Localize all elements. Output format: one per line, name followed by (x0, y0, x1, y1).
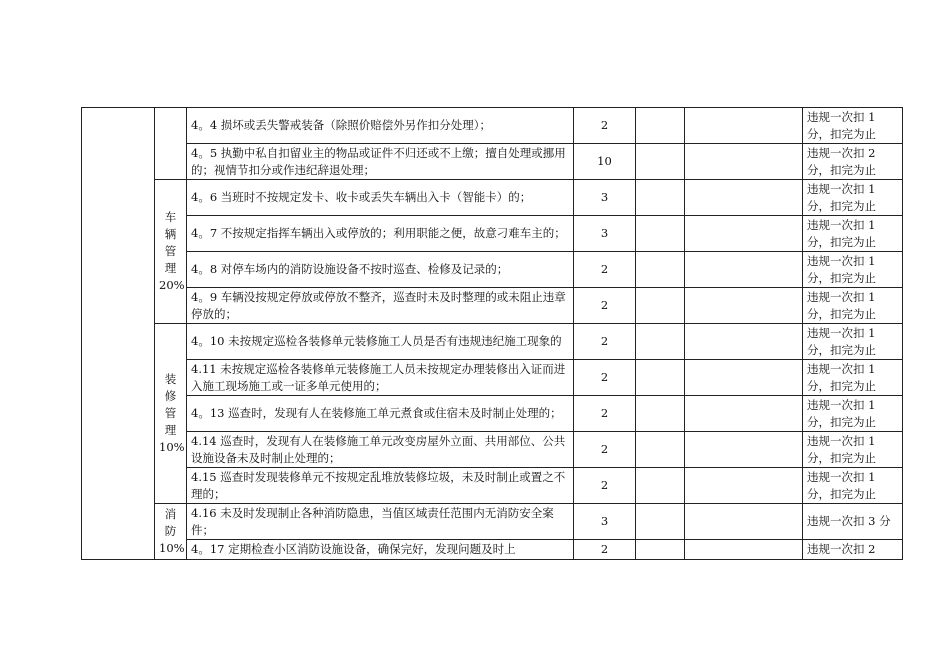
blank-cell (636, 468, 685, 504)
blank-cell (685, 180, 803, 216)
category-name: 装修管理 (164, 372, 177, 437)
score-value: 2 (574, 540, 636, 560)
blank-cell (685, 432, 803, 468)
table-row (82, 108, 903, 144)
table-row (82, 360, 903, 396)
blank-cell (685, 252, 803, 288)
table-row (82, 144, 903, 180)
deduction-note: 违规一次扣 1 分，扣完为止 (803, 432, 903, 468)
blank-cell (636, 252, 685, 288)
score-value: 2 (574, 432, 636, 468)
blank-cell (636, 324, 685, 360)
item-text: 4.16 未及时发现制止各种消防隐患，当值区域责任范围内无消防安全案件； (187, 504, 574, 540)
blank-cell (636, 540, 685, 560)
blank-cell (636, 144, 685, 180)
scoring-table (81, 107, 903, 560)
table-row (82, 216, 903, 252)
category-name: 车辆管理 (164, 210, 177, 275)
score-value: 2 (574, 360, 636, 396)
item-text: 4。10 未按规定巡检各装修单元装修施工人员是否有违规违纪施工现象的 (187, 324, 574, 360)
blank-cell (685, 360, 803, 396)
blank-cell (636, 216, 685, 252)
blank-cell (685, 324, 803, 360)
category-name: 消防 (164, 507, 177, 538)
item-text: 4。9 车辆没按规定停放或停放不整齐，巡查时未及时整理的或未阻止违章停放的； (187, 288, 574, 324)
blank-cell (685, 396, 803, 432)
deduction-note: 违规一次扣 1 分，扣完为止 (803, 396, 903, 432)
blank-cell (636, 288, 685, 324)
score-value: 3 (574, 504, 636, 540)
deduction-note: 违规一次扣 2 (803, 540, 903, 560)
category-percent: 10% (159, 541, 185, 555)
category-cell (155, 324, 187, 504)
table-row (82, 180, 903, 216)
item-text: 4。13 巡查时，发现有人在装修施工单元煮食或住宿未及时制止处理的； (187, 396, 574, 432)
table-row (82, 432, 903, 468)
table-row (82, 396, 903, 432)
score-value: 3 (574, 180, 636, 216)
blank-cell (636, 432, 685, 468)
blank-cell (636, 360, 685, 396)
item-text: 4.14 巡查时，发现有人在装修施工单元改变房屋外立面、共用部位、公共设施设备未及时制止处理的； (187, 432, 574, 468)
category-cell (155, 504, 187, 560)
table-row (82, 288, 903, 324)
score-value: 2 (574, 396, 636, 432)
table-row (82, 324, 903, 360)
score-value: 10 (574, 144, 636, 180)
deduction-note: 违规一次扣 1 分，扣完为止 (803, 288, 903, 324)
deduction-note: 违规一次扣 1 分，扣完为止 (803, 216, 903, 252)
table-row (82, 468, 903, 504)
deduction-note: 违规一次扣 1 分，扣完为止 (803, 468, 903, 504)
deduction-note: 违规一次扣 1 分，扣完为止 (803, 180, 903, 216)
table-row (82, 252, 903, 288)
blank-cell (685, 144, 803, 180)
deduction-note: 违规一次扣 1 分，扣完为止 (803, 360, 903, 396)
item-text: 4。8 对停车场内的消防设施设备不按时巡查、检修及记录的； (187, 252, 574, 288)
category-percent: 20% (159, 278, 185, 292)
blank-cell (685, 504, 803, 540)
blank-cell (685, 108, 803, 144)
blank-cell (636, 504, 685, 540)
blank-cell (685, 468, 803, 504)
item-text: 4。7 不按规定指挥车辆出入或停放的；利用职能之便，故意刁难车主的； (187, 216, 574, 252)
section-cell (82, 108, 155, 560)
item-text: 4.11 未按规定巡检各装修单元装修施工人员未按规定办理装修出入证而进入施工现场施工或一证多单元使用的； (187, 360, 574, 396)
score-value: 2 (574, 288, 636, 324)
score-value: 2 (574, 324, 636, 360)
blank-cell (636, 180, 685, 216)
blank-cell (636, 108, 685, 144)
deduction-note: 违规一次扣 1 分，扣完为止 (803, 108, 903, 144)
item-text: 4。4 损坏或丢失警戒装备（除照价赔偿外另作扣分处理）； (187, 108, 574, 144)
blank-cell (685, 216, 803, 252)
deduction-note: 违规一次扣 1 分，扣完为止 (803, 252, 903, 288)
deduction-note: 违规一次扣 1 分，扣完为止 (803, 324, 903, 360)
item-text: 4。6 当班时不按规定发卡、收卡或丢失车辆出入卡（智能卡）的； (187, 180, 574, 216)
score-value: 2 (574, 252, 636, 288)
deduction-note: 违规一次扣 2 分，扣完为止 (803, 144, 903, 180)
category-cell (155, 108, 187, 180)
blank-cell (636, 396, 685, 432)
item-text: 4.15 巡查时发现装修单元不按规定乱堆放装修垃圾，未及时制止或置之不理的； (187, 468, 574, 504)
item-text: 4。17 定期检查小区消防设施设备，确保完好，发现问题及时上 (187, 540, 574, 560)
table-row (82, 540, 903, 560)
score-value: 2 (574, 108, 636, 144)
table-row (82, 504, 903, 540)
score-value: 2 (574, 468, 636, 504)
blank-cell (685, 540, 803, 560)
category-cell (155, 180, 187, 324)
item-text: 4。5 执勤中私自扣留业主的物品或证件不归还或不上缴；擅自处理或挪用的；视情节扣分或作违纪辞退处理； (187, 144, 574, 180)
blank-cell (685, 288, 803, 324)
deduction-note: 违规一次扣 3 分 (803, 504, 903, 540)
score-value: 3 (574, 216, 636, 252)
category-percent: 10% (159, 440, 185, 454)
